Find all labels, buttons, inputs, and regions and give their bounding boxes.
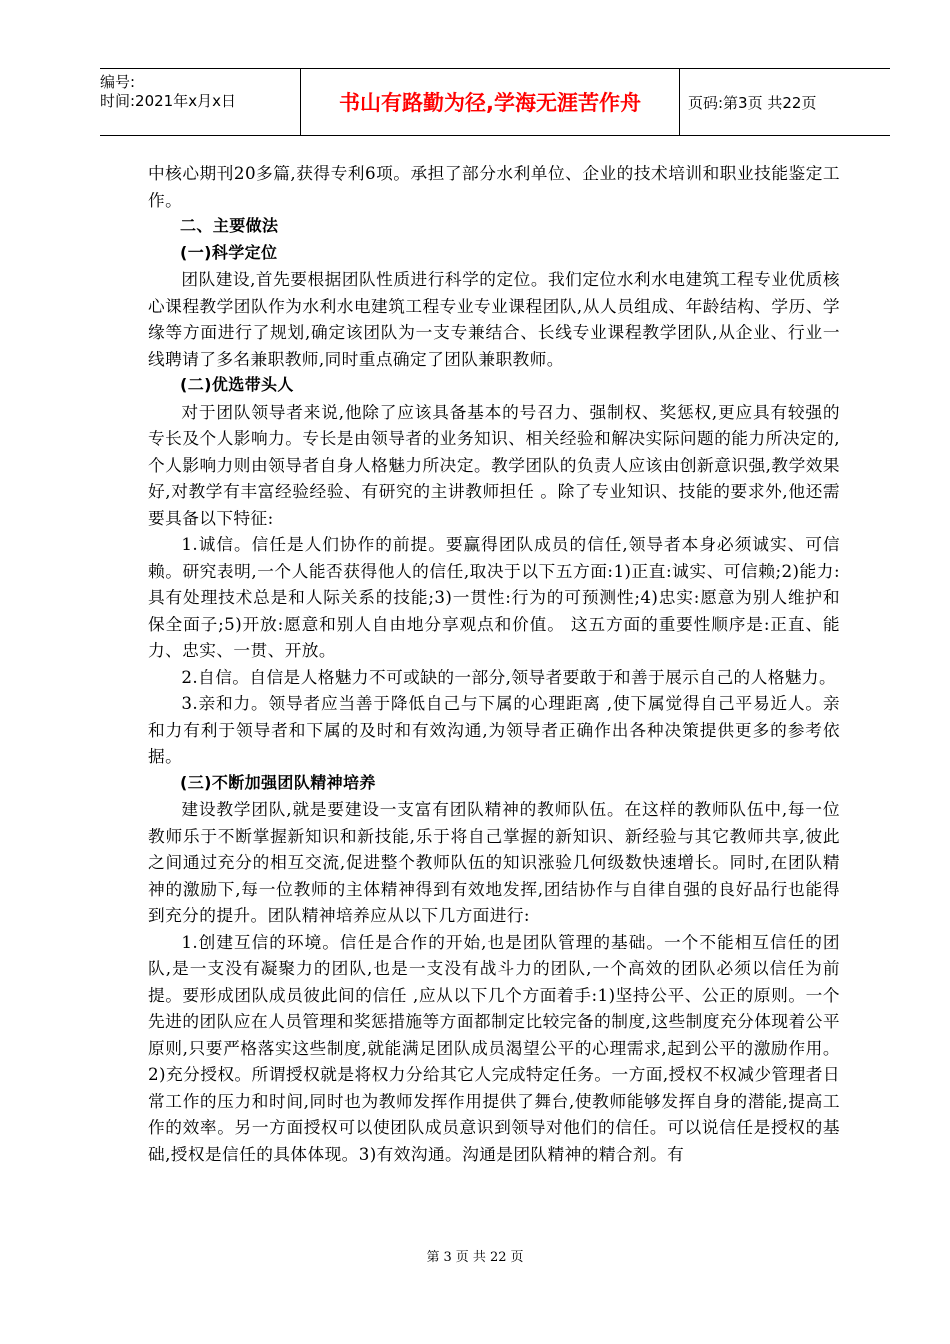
body-paragraph: 1.诚信。信任是人们协作的前提。要赢得团队成员的信任,领导者本身必须诚实、可信赖。研究表明,一个人能否获得他人的信任,取决于以下五方面:1)正直:诚实、可信赖;2)能力:具有处理技术总是和人际关系的技能;3)一贯性:行为的可预测性;4)忠实:愿意为别人维护和保全面子;5)开放:愿意和别人自由地分享观点和价值。 这五方面的重要性顺序是:正直、能力、忠实、一贯、开放。 xyxy=(148,534,840,660)
page-info: 页码:第3页 共22页 xyxy=(688,93,817,112)
section-heading: (二)优选带头人 xyxy=(180,375,294,394)
body-paragraph: 中核心期刊20多篇,获得专利6项。承担了部分水利单位、企业的技术培训和职业技能鉴定工作。 xyxy=(148,163,840,210)
page-footer xyxy=(0,1246,950,1265)
number-label: 编号: xyxy=(100,73,136,91)
section-heading: (三)不断加强团队精神培养 xyxy=(180,772,376,792)
body-paragraph: 3.亲和力。领导者应当善于降低自己与下属的心理距离 ,使下属觉得自己平易近人。亲和力有利于领导者和下属的及时和有效沟通,为领导者正确作出各种决策提供更多的参考依据。 xyxy=(148,693,840,766)
header-left-cell xyxy=(100,69,300,139)
footer-mid: 页 共 xyxy=(455,1250,486,1265)
section-heading: (一)科学定位 xyxy=(180,242,278,262)
date-label: 时间:2021年x月x日 xyxy=(100,92,236,110)
footer-suffix: 页 xyxy=(510,1250,524,1265)
body-paragraph: 2.自信。自信是人格魅力不可或缺的一部分,领导者要敢于和善于展示自己的人格魅力。 xyxy=(181,666,837,687)
footer-total-pages: 22 xyxy=(489,1250,507,1265)
page-header xyxy=(100,68,890,136)
body-paragraph: 建设教学团队,就是要建设一支富有团队精神的教师队伍。在这样的教师队伍中,每一位教师乐于不断掌握新知识和新技能,乐于将自己掌握的新知识、新经验与其它教师共享,彼此之间通过充分的相互交流,促进整个教师队伍的知识涨验几何级数快速增长。同时,在团队精神的激励下,每一位教师的主体精神得到有效地发挥,团结协作与自律自强的良好品行也能得到充分的提升。团队精神培养应从以下几方面进行: xyxy=(148,799,840,925)
document-body xyxy=(148,160,840,1167)
footer-page-number: 3 xyxy=(443,1250,452,1265)
body-paragraph: 对于团队领导者来说,他除了应该具备基本的号召力、强制权、奖惩权,更应具有较强的专长及个人影响力。专长是由领导者的业务知识、相关经验和解决实际问题的能力所决定的,个人影响力则由领导者自身人格魅力所决定。教学团队的负责人应该由创新意识强,教学效果好,对教学有丰富经验经验、有研究的主讲教师担任 。除了专业知识、技能的要求外,他还需要具备以下特征: xyxy=(148,401,840,528)
motto: 书山有路勤为径,学海无涯苦作舟 xyxy=(300,69,680,135)
body-paragraph: 团队建设,首先要根据团队性质进行科学的定位。我们定位水利水电建筑工程专业优质核心课程教学团队作为水利水电建筑工程专业专业课程团队,从人员组成、年龄结构、学历、学缘等方面进行了规划,确定该团队为一支专兼结合、长线专业课程教学团队,从企业、行业一线聘请了多名兼职教师,同时重点确定了团队兼职教师。 xyxy=(148,269,840,369)
section-heading: 二、主要做法 xyxy=(180,216,279,235)
footer-prefix: 第 xyxy=(426,1250,440,1265)
body-paragraph: 1.创建互信的环境。信任是合作的开始,也是团队管理的基础。一个不能相互信任的团队,是一支没有凝聚力的团队,也是一支没有战斗力的团队,一个高效的团队必须以信任为前提。要形成团队成员彼此间的信任 ,应从以下几个方面着手:1)坚持公平、公正的原则。一个先进的团队应在人员管理和奖惩措施等方面都制定比较完备的制度,这些制度充分体现着公平原则,只要严格落实这些制度,就能满足团队成员渴望公平的心理需求,起到公平的激励作用。2)充分授权。所谓授权就是将权力分给其它人完成特定任务。一方面,授权不权减少管理者日常工作的压力和时间,同时也为教师发挥作用提供了舞台,使教师能够发挥自身的潜能,提高工作的效率。另一方面授权可以使团队成员意识到领导对他们的信任。可以说信任是授权的基础,授权是信任的具体体现。3)有效沟通。沟通是团队精神的精合剂。有 xyxy=(148,931,840,1164)
